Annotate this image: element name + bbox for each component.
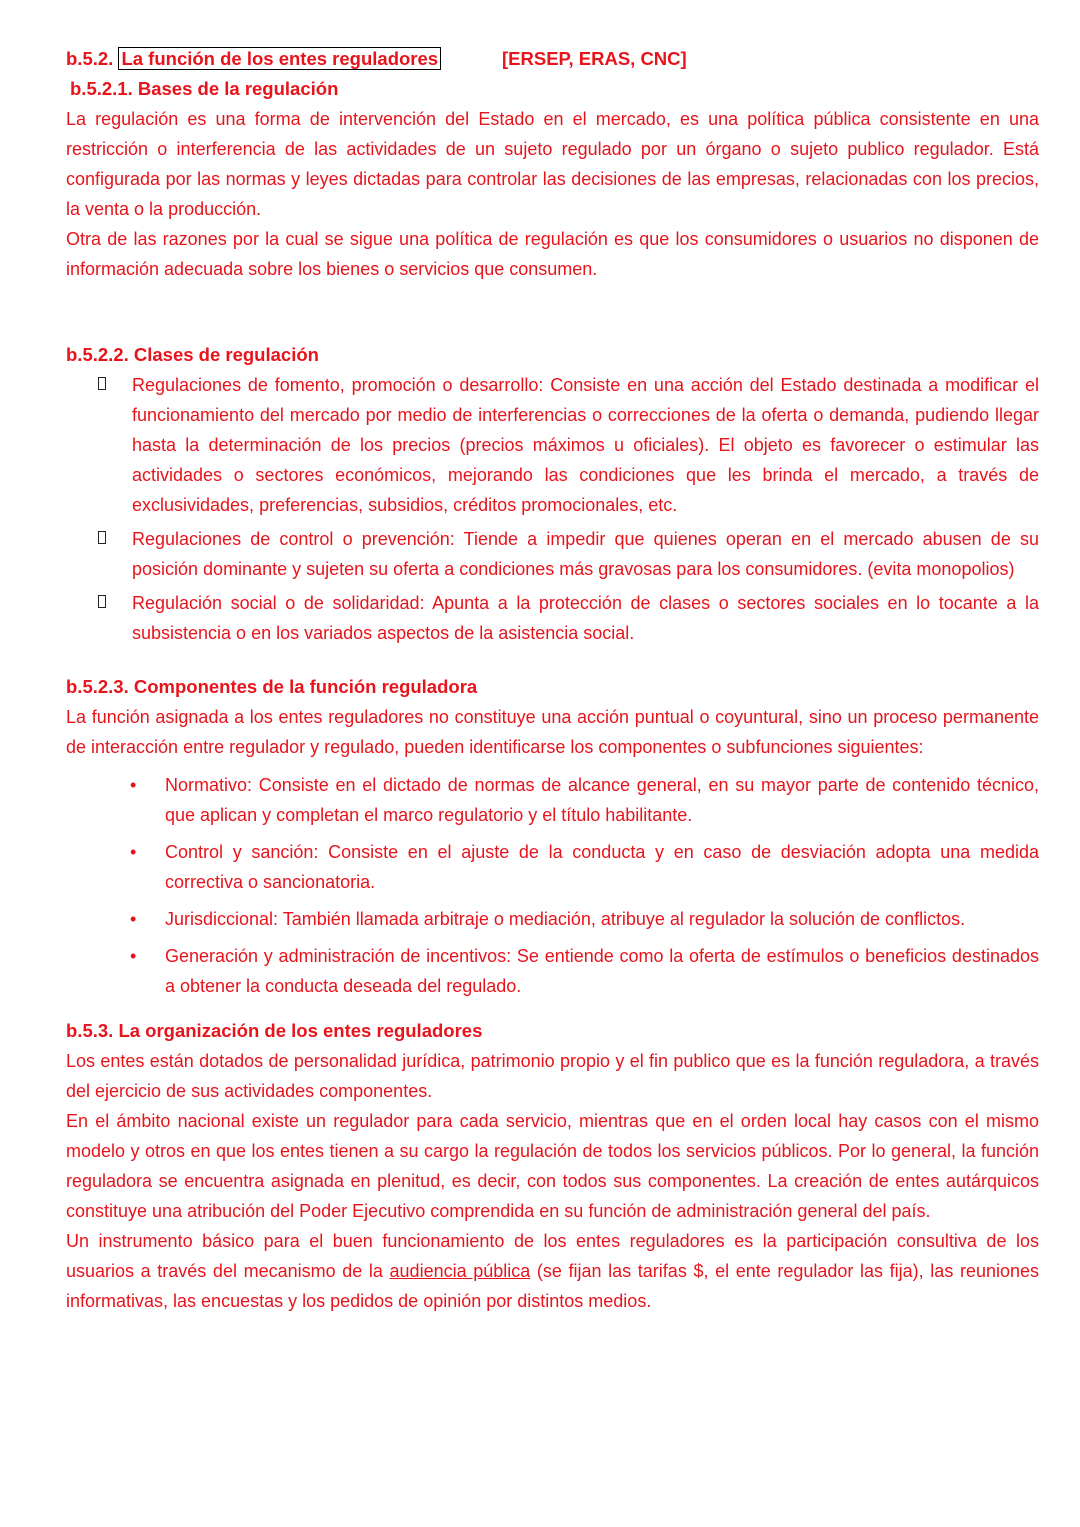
bullet-icon: • bbox=[130, 775, 137, 795]
list-item: • Normativo: Consiste en el dictado de normas de alcance general, en su mayor parte de contenido técnico, que aplican y completan el marco regulatorio y el título habilitante. bbox=[66, 770, 1039, 830]
heading-organizacion-entes: b.5.3. La organización de los entes reguladores bbox=[66, 1020, 483, 1041]
clases-regulacion-list bbox=[66, 370, 1039, 648]
list-item: • Control y sanción: Consiste en el ajuste de la conducta y en caso de desviación adopta una medida correctiva o sancionatoria. bbox=[66, 837, 1039, 897]
list-item: • Jurisdiccional: También llamada arbitraje o mediación, atribuye al regulador la solución de conflictos. bbox=[66, 904, 1039, 934]
square-bullet-icon bbox=[98, 595, 106, 608]
heading-componentes-funcion: b.5.2.3. Componentes de la función reguladora bbox=[66, 676, 478, 697]
bullet-icon: • bbox=[130, 946, 137, 966]
list-item: Regulaciones de control o prevención: Tiende a impedir que quienes operan en el mercado abusen de su posición dominante y sujeten su oferta a condiciones más gravosas para los consumidores. (evita monopolios) bbox=[66, 524, 1039, 584]
list-item: Regulaciones de fomento, promoción o desarrollo: Consiste en una acción del Estado destinada a modificar el funcionamiento del mercado por medio de interferencias o correcciones de la oferta o demanda, pudiendo llegar hasta la determinación de los precios (precios máximos u oficiales). El objeto es favorecer o estimular las actividades o sectores económicos, mejorando las condiciones que les brinda el mercado, a través de exclusividades, preferencias, subsidios, créditos promocionales, etc. bbox=[66, 370, 1039, 520]
section-title-boxed: La función de los entes reguladores bbox=[118, 47, 441, 70]
bullet-icon: • bbox=[130, 909, 137, 929]
bullet-icon: • bbox=[130, 842, 137, 862]
heading-bases-regulacion: b.5.2.1. Bases de la regulación bbox=[70, 78, 339, 99]
paragraph-entes-personalidad: Los entes están dotados de personalidad jurídica, patrimonio propio y el fin publico que es la función reguladora, a través del ejercicio de sus actividades componentes. bbox=[66, 1051, 1039, 1101]
square-bullet-icon bbox=[98, 377, 106, 390]
document-content bbox=[66, 44, 1039, 1316]
heading-clases-regulacion: b.5.2.2. Clases de regulación bbox=[66, 344, 319, 365]
paragraph-componentes-intro: La función asignada a los entes reguladores no constituye una acción puntual o coyuntural, sino un proceso permanente de interacción entre regulador y regulado, pueden identificarse los componentes o subfunciones siguientes: bbox=[66, 707, 1039, 757]
list-item: Regulación social o de solidaridad: Apunta a la protección de clases o sectores sociales en lo tocante a la subsistencia o en los variados aspectos de la asistencia social. bbox=[66, 588, 1039, 648]
section-bracket-note: [ERSEP, ERAS, CNC] bbox=[502, 48, 687, 69]
section-number: b.5.2. bbox=[66, 48, 114, 69]
paragraph-regulacion-definicion: La regulación es una forma de intervención del Estado en el mercado, es una política pública consistente en una restricción o interferencia de las actividades de un sujeto regulado por un órgano o sujeto publico regulador. Está configurada por las normas y leyes dictadas para controlar las decisiones de las empresas, relacionadas con los precios, la venta o la producción. bbox=[66, 109, 1039, 219]
square-bullet-icon bbox=[98, 531, 106, 544]
componentes-list bbox=[66, 770, 1039, 1001]
audiencia-publica-underlined: audiencia pública bbox=[389, 1261, 531, 1281]
list-item: • Generación y administración de incentivos: Se entiende como la oferta de estímulos o beneficios destinados a obtener la conducta deseada del regulado. bbox=[66, 941, 1039, 1001]
paragraph-razones-regulacion: Otra de las razones por la cual se sigue una política de regulación es que los consumidores o usuarios no disponen de información adecuada sobre los bienes o servicios que consumen. bbox=[66, 229, 1039, 279]
paragraph-instrumento-basico: Un instrumento básico para el buen funcionamiento de los entes reguladores es la participación consultiva de los usuarios a través del mecanismo de la audiencia pública (se fijan las tarifas $, el ente regulador las fija), las reuniones informativas, las encuestas y los pedidos de opinión por distintos medios. bbox=[66, 1231, 1039, 1311]
section-heading-b52 bbox=[66, 44, 1039, 74]
paragraph-ambito-nacional: En el ámbito nacional existe un regulador para cada servicio, mientras que en el orden local hay casos con el mismo modelo y otros en que los entes tienen a su cargo la regulación de todos los servicios públicos. Por lo general, la función reguladora se encuentra asignada en plenitud, es decir, con todos sus componentes. La creación de entes autárquicos constituye una atribución del Poder Ejecutivo comprendida en su función de administración general del país. bbox=[66, 1111, 1039, 1221]
